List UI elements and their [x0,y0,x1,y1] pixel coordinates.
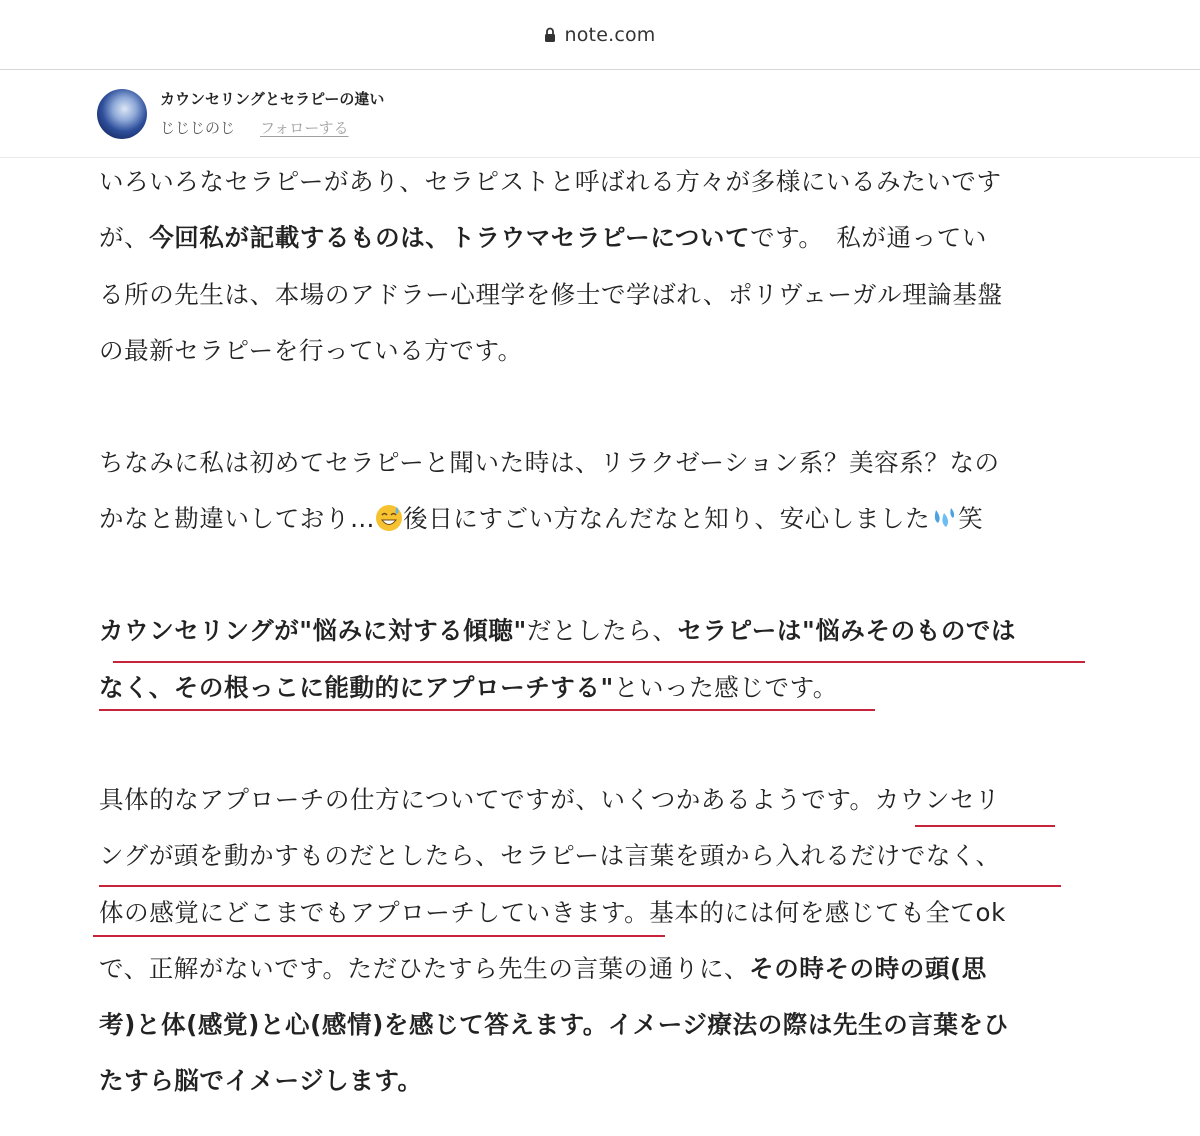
article-title: カウンセリングとセラピーの違い [160,90,385,108]
body-line [99,499,983,539]
bold-text: 今回私が記載するものは、トラウマセラピーについて [149,223,751,252]
text-span: で、正解がないです。ただひたすら先生の言葉の通りに、 [99,954,750,983]
text-span: だとしたら、 [526,616,678,645]
text-span: が、 [99,223,150,252]
body-line: たすら脳でイメージします。 [99,1066,423,1095]
bold-text: なく、その根っこに能動的にアプローチする" [99,673,614,702]
red-underline [915,825,1055,827]
url-text[interactable]: note.com [564,23,656,46]
sweat-droplets-emoji-icon [930,504,958,532]
author-avatar[interactable] [97,89,147,139]
text-span: かなと勘違いしており… [99,504,376,533]
body-line: の最新セラピーを行っている方です。 [99,336,523,365]
lock-icon [544,27,556,43]
body-line [99,611,1016,651]
bold-text: その時その時の頭(思 [749,954,987,983]
body-line [99,668,838,708]
body-line [99,949,987,989]
follow-link[interactable]: フォローする [260,119,349,137]
red-underline [99,709,875,711]
text-span: 笑 [958,504,984,533]
body-line: 考)と体(感覚)と心(感情)を感じて答えます。イメージ療法の際は先生の言葉をひ [99,1010,1009,1039]
text-span: 後日にすごい方なんだなと知り、安心しました [403,504,931,533]
body-line: 体の感覚にどこまでもアプローチしていきます。基本的には何を感じても全てok [99,898,1006,927]
text-span: といった感じです。 [613,673,838,702]
browser-url-bar[interactable] [0,0,1200,70]
red-underline [93,935,665,937]
body-line: いろいろなセラピーがあり、セラピストと呼ばれる方々が多様にいるみたいです [99,167,1002,196]
red-underline [113,661,1085,663]
author-name[interactable]: じじじのじ [160,119,236,137]
body-line [99,218,987,258]
article-header [0,70,1200,158]
text-span: です。 私が通ってい [750,223,987,252]
bold-text: カウンセリングが"悩みに対する傾聴" [99,616,527,645]
red-underline [99,885,1061,887]
bold-text: セラピーは"悩みそのものでは [677,616,1017,645]
body-line: 具体的なアプローチの仕方についてですが、いくつかあるようです。カウンセリ [99,785,1001,814]
body-line: る所の先生は、本場のアドラー心理学を修士で学ばれ、ポリヴェーガル理論基盤 [99,280,1003,309]
body-line: ングが頭を動かすものだとしたら、セラピーは言葉を頭から入れるだけでなく、 [99,841,1001,870]
body-line: ちなみに私は初めてセラピーと聞いた時は、リラクゼーション系？美容系？なの [99,448,1000,477]
grinning-sweat-emoji-icon [375,504,403,532]
